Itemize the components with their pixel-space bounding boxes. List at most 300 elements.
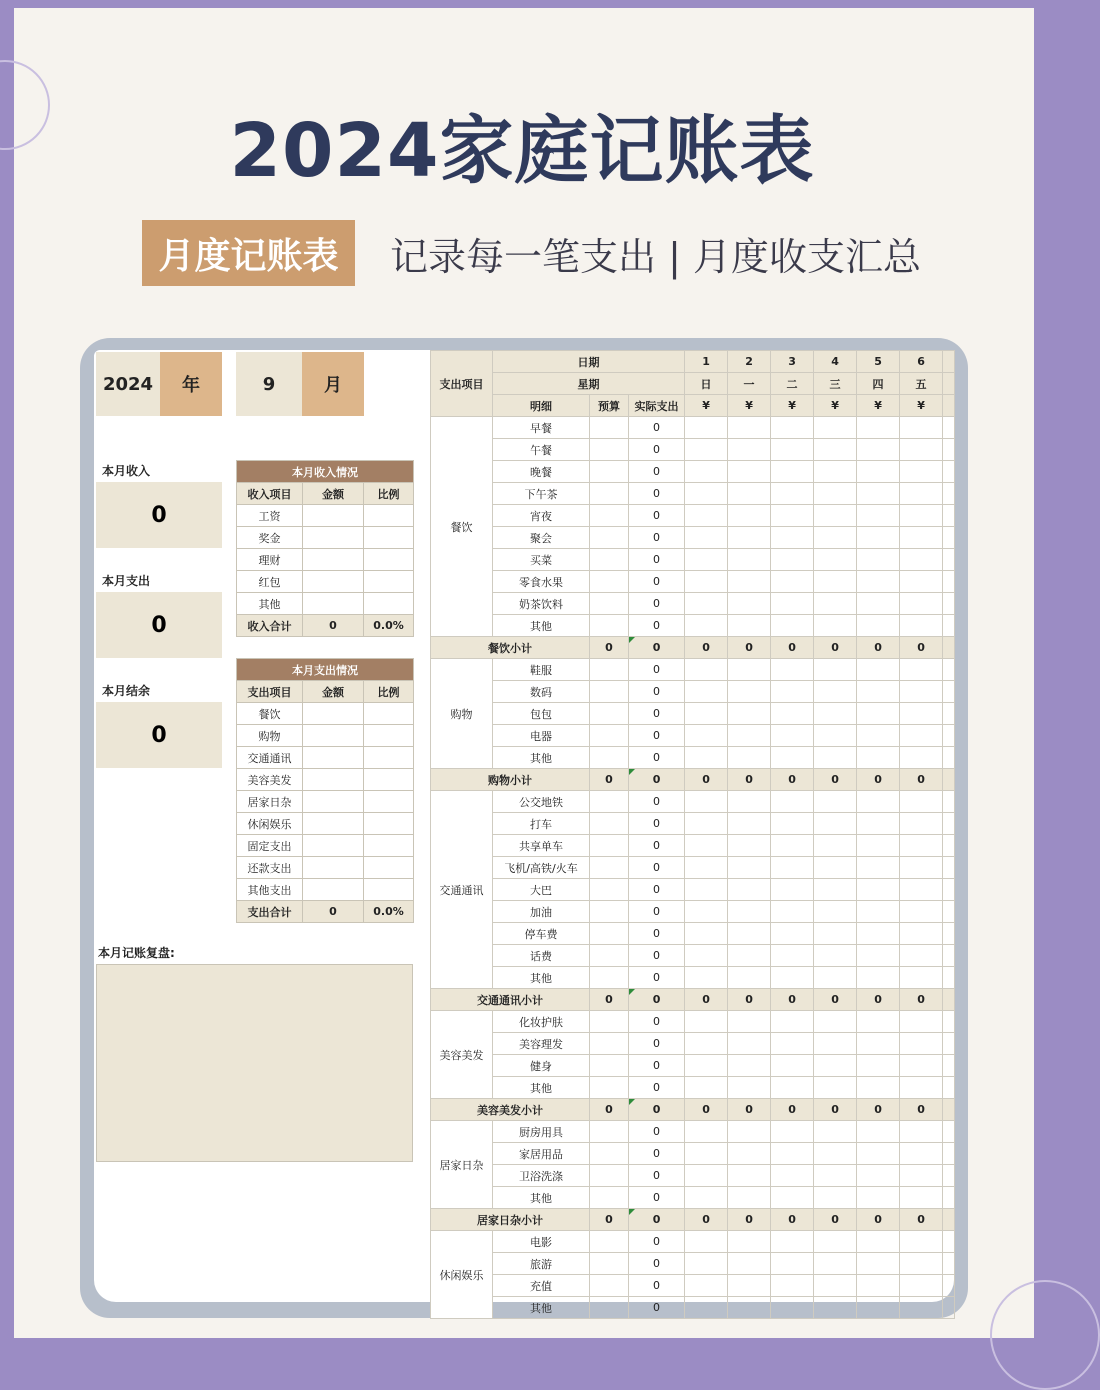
- budget-cell[interactable]: [590, 879, 629, 901]
- day-cell[interactable]: [857, 945, 900, 967]
- day-cell[interactable]: [857, 747, 900, 769]
- day-cell[interactable]: [728, 835, 771, 857]
- day-cell[interactable]: [685, 1187, 728, 1209]
- day-cell[interactable]: [771, 1121, 814, 1143]
- day-cell[interactable]: [771, 1253, 814, 1275]
- day-cell[interactable]: [685, 593, 728, 615]
- day-cell[interactable]: [771, 1077, 814, 1099]
- day-cell[interactable]: [728, 945, 771, 967]
- day-cell[interactable]: [728, 1187, 771, 1209]
- day-cell[interactable]: [728, 615, 771, 637]
- day-cell[interactable]: [728, 1297, 771, 1319]
- amount-cell[interactable]: [303, 835, 364, 857]
- amount-cell[interactable]: [303, 505, 364, 527]
- day-cell[interactable]: [857, 1231, 900, 1253]
- ratio-cell: [364, 813, 414, 835]
- day-cell[interactable]: [728, 549, 771, 571]
- day-cell[interactable]: [857, 901, 900, 923]
- subtotal-day: 0: [857, 1099, 900, 1121]
- budget-cell[interactable]: [590, 1077, 629, 1099]
- day-cell[interactable]: [900, 417, 943, 439]
- day-cell[interactable]: [771, 857, 814, 879]
- day-cell[interactable]: [900, 747, 943, 769]
- category-cell: 购物: [431, 659, 493, 769]
- day-cell[interactable]: [728, 857, 771, 879]
- table-row: [237, 813, 414, 835]
- amount-cell[interactable]: [303, 527, 364, 549]
- day-cell[interactable]: [900, 945, 943, 967]
- day-cell[interactable]: [728, 1077, 771, 1099]
- day-cell[interactable]: [900, 439, 943, 461]
- budget-cell[interactable]: [590, 1011, 629, 1033]
- day-cell[interactable]: [771, 483, 814, 505]
- day-cell[interactable]: [771, 1297, 814, 1319]
- day-cell[interactable]: [771, 879, 814, 901]
- day-cell[interactable]: [771, 1275, 814, 1297]
- day-cell[interactable]: [685, 879, 728, 901]
- day-cell[interactable]: [900, 1253, 943, 1275]
- table-row: [431, 923, 955, 945]
- budget-cell[interactable]: [590, 549, 629, 571]
- day-cell[interactable]: [857, 725, 900, 747]
- day-cell[interactable]: [728, 1165, 771, 1187]
- income-title-row: [237, 461, 414, 483]
- day-cell[interactable]: [771, 967, 814, 989]
- day-cell[interactable]: [728, 1033, 771, 1055]
- day-cell[interactable]: [814, 1033, 857, 1055]
- day-cell[interactable]: [857, 659, 900, 681]
- budget-cell[interactable]: [590, 1121, 629, 1143]
- day-cell[interactable]: [728, 747, 771, 769]
- day-cell[interactable]: [900, 1077, 943, 1099]
- month-cell[interactable]: 9: [236, 352, 302, 416]
- day-cell[interactable]: [814, 681, 857, 703]
- budget-cell[interactable]: [590, 1143, 629, 1165]
- day-cell[interactable]: [685, 1165, 728, 1187]
- day-cell[interactable]: [900, 461, 943, 483]
- day-cell[interactable]: [814, 945, 857, 967]
- day-cell[interactable]: [900, 571, 943, 593]
- day-cell[interactable]: [814, 857, 857, 879]
- day-cell[interactable]: [857, 1297, 900, 1319]
- day-cell[interactable]: [771, 571, 814, 593]
- day-cell[interactable]: [857, 439, 900, 461]
- day-cell[interactable]: [728, 505, 771, 527]
- day-cell[interactable]: [771, 417, 814, 439]
- day-cell[interactable]: [814, 1121, 857, 1143]
- day-cell[interactable]: [685, 725, 728, 747]
- day-cell[interactable]: [900, 593, 943, 615]
- day-cell[interactable]: [771, 593, 814, 615]
- day-cell[interactable]: [900, 879, 943, 901]
- day-cell[interactable]: [728, 571, 771, 593]
- day-cell[interactable]: [685, 901, 728, 923]
- budget-cell[interactable]: [590, 439, 629, 461]
- day-cell[interactable]: [814, 967, 857, 989]
- budget-cell[interactable]: [590, 681, 629, 703]
- day-cell[interactable]: [814, 747, 857, 769]
- day-cell[interactable]: [771, 1187, 814, 1209]
- day-cell[interactable]: [857, 1165, 900, 1187]
- table-row: [431, 1077, 955, 1099]
- day-cell[interactable]: [771, 439, 814, 461]
- day-cell[interactable]: [728, 461, 771, 483]
- page-subtitle: 记录每一笔支出 | 月度收支汇总: [390, 235, 921, 279]
- day-cell[interactable]: [814, 1011, 857, 1033]
- day-cell[interactable]: [814, 417, 857, 439]
- day-cell[interactable]: [900, 1121, 943, 1143]
- day-cell[interactable]: [771, 1033, 814, 1055]
- day-cell[interactable]: [814, 439, 857, 461]
- day-cell[interactable]: [814, 549, 857, 571]
- day-cell[interactable]: [728, 703, 771, 725]
- day-cell[interactable]: [771, 1143, 814, 1165]
- budget-cell[interactable]: [590, 1165, 629, 1187]
- day-cell[interactable]: [685, 417, 728, 439]
- budget-cell[interactable]: [590, 703, 629, 725]
- day-cell[interactable]: [857, 1121, 900, 1143]
- day-cell[interactable]: [857, 461, 900, 483]
- day-cell[interactable]: [728, 1055, 771, 1077]
- day-cell[interactable]: [685, 1033, 728, 1055]
- day-cell[interactable]: [857, 1275, 900, 1297]
- day-cell[interactable]: [685, 571, 728, 593]
- day-cell[interactable]: [857, 923, 900, 945]
- day-cell[interactable]: [685, 1077, 728, 1099]
- day-cell[interactable]: [685, 527, 728, 549]
- day-cell[interactable]: [857, 879, 900, 901]
- day-cell[interactable]: [900, 681, 943, 703]
- day-cell[interactable]: [728, 1275, 771, 1297]
- currency-symbol: ¥: [900, 395, 943, 417]
- budget-cell[interactable]: [590, 747, 629, 769]
- subtotal-actual: 0: [629, 769, 685, 791]
- day-cell[interactable]: [728, 791, 771, 813]
- day-cell[interactable]: [728, 1231, 771, 1253]
- day-cell[interactable]: [814, 1231, 857, 1253]
- day-cell[interactable]: [857, 483, 900, 505]
- day-cell[interactable]: [685, 967, 728, 989]
- day-cell[interactable]: [814, 1143, 857, 1165]
- day-cell[interactable]: [900, 967, 943, 989]
- day-cell[interactable]: [900, 791, 943, 813]
- day-cell[interactable]: [685, 615, 728, 637]
- day-cell[interactable]: [900, 901, 943, 923]
- day-cell[interactable]: [728, 1253, 771, 1275]
- day-cell[interactable]: [728, 1121, 771, 1143]
- budget-cell[interactable]: [590, 835, 629, 857]
- day-cell[interactable]: [900, 1143, 943, 1165]
- day-cell[interactable]: [900, 505, 943, 527]
- table-row: [431, 1231, 955, 1253]
- day-cell[interactable]: [814, 571, 857, 593]
- balance-label: 本月结余: [102, 684, 151, 698]
- budget-cell[interactable]: [590, 1033, 629, 1055]
- day-cell[interactable]: [900, 1011, 943, 1033]
- edge-cell: [943, 901, 955, 923]
- day-cell[interactable]: [685, 1253, 728, 1275]
- budget-cell[interactable]: [590, 1055, 629, 1077]
- day-cell[interactable]: [771, 901, 814, 923]
- day-cell[interactable]: [900, 1055, 943, 1077]
- day-cell[interactable]: [857, 857, 900, 879]
- day-cell[interactable]: [857, 1011, 900, 1033]
- day-cell[interactable]: [900, 549, 943, 571]
- day-cell[interactable]: [857, 527, 900, 549]
- day-cell[interactable]: [771, 1231, 814, 1253]
- detail-cell: 飞机/高铁/火车: [493, 857, 590, 879]
- day-cell[interactable]: [814, 1165, 857, 1187]
- budget-cell[interactable]: [590, 571, 629, 593]
- budget-cell[interactable]: [590, 967, 629, 989]
- budget-cell[interactable]: [590, 593, 629, 615]
- subtotal-budget: 0: [590, 1209, 629, 1231]
- day-cell[interactable]: [900, 1275, 943, 1297]
- day-cell[interactable]: [857, 593, 900, 615]
- budget-cell[interactable]: [590, 659, 629, 681]
- amount-cell[interactable]: [303, 791, 364, 813]
- day-cell[interactable]: [814, 1275, 857, 1297]
- day-cell[interactable]: [900, 1297, 943, 1319]
- amount-cell[interactable]: [303, 725, 364, 747]
- category-cell: 居家日杂: [431, 1121, 493, 1209]
- day-cell[interactable]: [771, 461, 814, 483]
- day-cell[interactable]: [728, 593, 771, 615]
- row-label: 餐饮: [237, 703, 303, 725]
- day-cell[interactable]: [685, 1231, 728, 1253]
- budget-cell[interactable]: [590, 483, 629, 505]
- day-cell[interactable]: [685, 945, 728, 967]
- day-cell[interactable]: [814, 879, 857, 901]
- amount-cell[interactable]: [303, 747, 364, 769]
- amount-cell[interactable]: [303, 813, 364, 835]
- table-row: [431, 1121, 955, 1143]
- day-cell[interactable]: [900, 725, 943, 747]
- day-cell[interactable]: [685, 835, 728, 857]
- day-cell[interactable]: [771, 1011, 814, 1033]
- day-cell[interactable]: [685, 1297, 728, 1319]
- section-badge: 月度记账表: [142, 220, 355, 286]
- day-cell[interactable]: [771, 923, 814, 945]
- day-cell[interactable]: [771, 791, 814, 813]
- day-cell[interactable]: [814, 1077, 857, 1099]
- day-cell[interactable]: [771, 747, 814, 769]
- day-cell[interactable]: [857, 505, 900, 527]
- day-cell[interactable]: [771, 1165, 814, 1187]
- day-cell[interactable]: [685, 857, 728, 879]
- day-cell[interactable]: [685, 1275, 728, 1297]
- day-cell[interactable]: [857, 571, 900, 593]
- amount-cell[interactable]: [303, 593, 364, 615]
- day-cell[interactable]: [814, 593, 857, 615]
- day-cell[interactable]: [857, 835, 900, 857]
- day-cell[interactable]: [685, 439, 728, 461]
- day-cell[interactable]: [814, 1253, 857, 1275]
- day-cell[interactable]: [857, 1077, 900, 1099]
- day-cell[interactable]: [814, 901, 857, 923]
- day-cell[interactable]: [814, 505, 857, 527]
- budget-cell[interactable]: [590, 857, 629, 879]
- day-cell[interactable]: [857, 703, 900, 725]
- day-cell[interactable]: [685, 483, 728, 505]
- day-cell[interactable]: [728, 681, 771, 703]
- day-cell[interactable]: [900, 659, 943, 681]
- day-cell[interactable]: [814, 835, 857, 857]
- day-cell[interactable]: [857, 681, 900, 703]
- ratio-cell: [364, 879, 414, 901]
- day-cell[interactable]: [900, 813, 943, 835]
- budget-cell[interactable]: [590, 813, 629, 835]
- day-cell[interactable]: [771, 681, 814, 703]
- subtotal-day: 0: [685, 989, 728, 1011]
- row-label: 工资: [237, 505, 303, 527]
- day-cell[interactable]: [728, 923, 771, 945]
- detail-cell: 午餐: [493, 439, 590, 461]
- day-cell[interactable]: [771, 835, 814, 857]
- day-cell[interactable]: [728, 527, 771, 549]
- day-cell[interactable]: [685, 461, 728, 483]
- budget-cell[interactable]: [590, 1275, 629, 1297]
- day-cell[interactable]: [857, 549, 900, 571]
- budget-cell[interactable]: [590, 1187, 629, 1209]
- budget-cell[interactable]: [590, 527, 629, 549]
- day-cell[interactable]: [857, 1033, 900, 1055]
- day-cell[interactable]: [771, 945, 814, 967]
- day-cell[interactable]: [814, 1187, 857, 1209]
- budget-cell[interactable]: [590, 615, 629, 637]
- subtotal-budget: 0: [590, 769, 629, 791]
- budget-cell[interactable]: [590, 1253, 629, 1275]
- day-cell[interactable]: [814, 725, 857, 747]
- day-cell[interactable]: [685, 1011, 728, 1033]
- day-cell[interactable]: [771, 1055, 814, 1077]
- day-cell[interactable]: [685, 549, 728, 571]
- day-cell[interactable]: [685, 659, 728, 681]
- day-cell[interactable]: [857, 417, 900, 439]
- day-cell[interactable]: [814, 483, 857, 505]
- year-cell[interactable]: 2024: [96, 352, 160, 416]
- budget-cell[interactable]: [590, 725, 629, 747]
- day-cell[interactable]: [900, 483, 943, 505]
- day-cell[interactable]: [814, 527, 857, 549]
- budget-cell[interactable]: [590, 791, 629, 813]
- day-cell[interactable]: [814, 659, 857, 681]
- day-cell[interactable]: [728, 1011, 771, 1033]
- day-cell[interactable]: [685, 703, 728, 725]
- budget-cell[interactable]: [590, 1297, 629, 1319]
- day-cell[interactable]: [814, 791, 857, 813]
- day-cell[interactable]: [814, 1297, 857, 1319]
- day-cell[interactable]: [728, 483, 771, 505]
- day-cell[interactable]: [685, 791, 728, 813]
- day-cell[interactable]: [814, 1055, 857, 1077]
- day-cell[interactable]: [900, 1033, 943, 1055]
- day-cell[interactable]: [857, 791, 900, 813]
- amount-cell[interactable]: [303, 879, 364, 901]
- day-cell[interactable]: [728, 879, 771, 901]
- day-cell[interactable]: [728, 1143, 771, 1165]
- day-cell[interactable]: [685, 681, 728, 703]
- subtotal-label: 购物小计: [431, 769, 590, 791]
- amount-cell[interactable]: [303, 857, 364, 879]
- day-cell[interactable]: [857, 813, 900, 835]
- day-cell[interactable]: [857, 1187, 900, 1209]
- day-cell[interactable]: [685, 1055, 728, 1077]
- day-cell[interactable]: [771, 527, 814, 549]
- budget-cell[interactable]: [590, 901, 629, 923]
- day-cell[interactable]: [771, 703, 814, 725]
- actual-cell: 0: [629, 923, 685, 945]
- amount-cell[interactable]: [303, 769, 364, 791]
- day-cell[interactable]: [685, 923, 728, 945]
- day-cell[interactable]: [728, 439, 771, 461]
- day-cell[interactable]: [900, 703, 943, 725]
- day-cell[interactable]: [728, 967, 771, 989]
- day-cell[interactable]: [900, 1187, 943, 1209]
- day-cell[interactable]: [900, 923, 943, 945]
- day-cell[interactable]: [771, 505, 814, 527]
- day-cell[interactable]: [771, 725, 814, 747]
- day-cell[interactable]: [685, 505, 728, 527]
- day-cell[interactable]: [685, 1143, 728, 1165]
- day-cell[interactable]: [771, 813, 814, 835]
- day-cell[interactable]: [771, 615, 814, 637]
- day-cell[interactable]: [857, 1055, 900, 1077]
- day-cell[interactable]: [771, 549, 814, 571]
- day-cell[interactable]: [728, 417, 771, 439]
- day-cell[interactable]: [900, 857, 943, 879]
- actual-cell: 0: [629, 747, 685, 769]
- day-cell[interactable]: [685, 747, 728, 769]
- review-textarea[interactable]: [96, 964, 413, 1162]
- day-cell[interactable]: [814, 923, 857, 945]
- edge-cell: [943, 1099, 955, 1121]
- edge-cell: [943, 395, 955, 417]
- subtotal-day: 0: [685, 769, 728, 791]
- day-cell[interactable]: [814, 813, 857, 835]
- day-cell[interactable]: [857, 1143, 900, 1165]
- day-cell[interactable]: [728, 659, 771, 681]
- amount-cell[interactable]: [303, 703, 364, 725]
- budget-cell[interactable]: [590, 505, 629, 527]
- day-cell[interactable]: [900, 1165, 943, 1187]
- day-cell[interactable]: [771, 659, 814, 681]
- budget-cell[interactable]: [590, 923, 629, 945]
- expense-value: 0: [96, 592, 222, 658]
- day-cell[interactable]: [728, 813, 771, 835]
- day-cell[interactable]: [685, 1121, 728, 1143]
- day-cell[interactable]: [857, 967, 900, 989]
- amount-cell[interactable]: [303, 571, 364, 593]
- day-cell[interactable]: [685, 813, 728, 835]
- day-cell[interactable]: [857, 1253, 900, 1275]
- budget-cell[interactable]: [590, 417, 629, 439]
- budget-cell[interactable]: [590, 945, 629, 967]
- day-cell[interactable]: [728, 901, 771, 923]
- budget-cell[interactable]: [590, 1231, 629, 1253]
- day-cell[interactable]: [900, 615, 943, 637]
- day-cell[interactable]: [900, 835, 943, 857]
- day-cell[interactable]: [814, 461, 857, 483]
- budget-cell[interactable]: [590, 461, 629, 483]
- day-cell[interactable]: [900, 1231, 943, 1253]
- day-cell[interactable]: [900, 527, 943, 549]
- amount-cell[interactable]: [303, 549, 364, 571]
- day-cell[interactable]: [728, 725, 771, 747]
- day-cell[interactable]: [814, 615, 857, 637]
- day-cell[interactable]: [814, 703, 857, 725]
- day-cell[interactable]: [857, 615, 900, 637]
